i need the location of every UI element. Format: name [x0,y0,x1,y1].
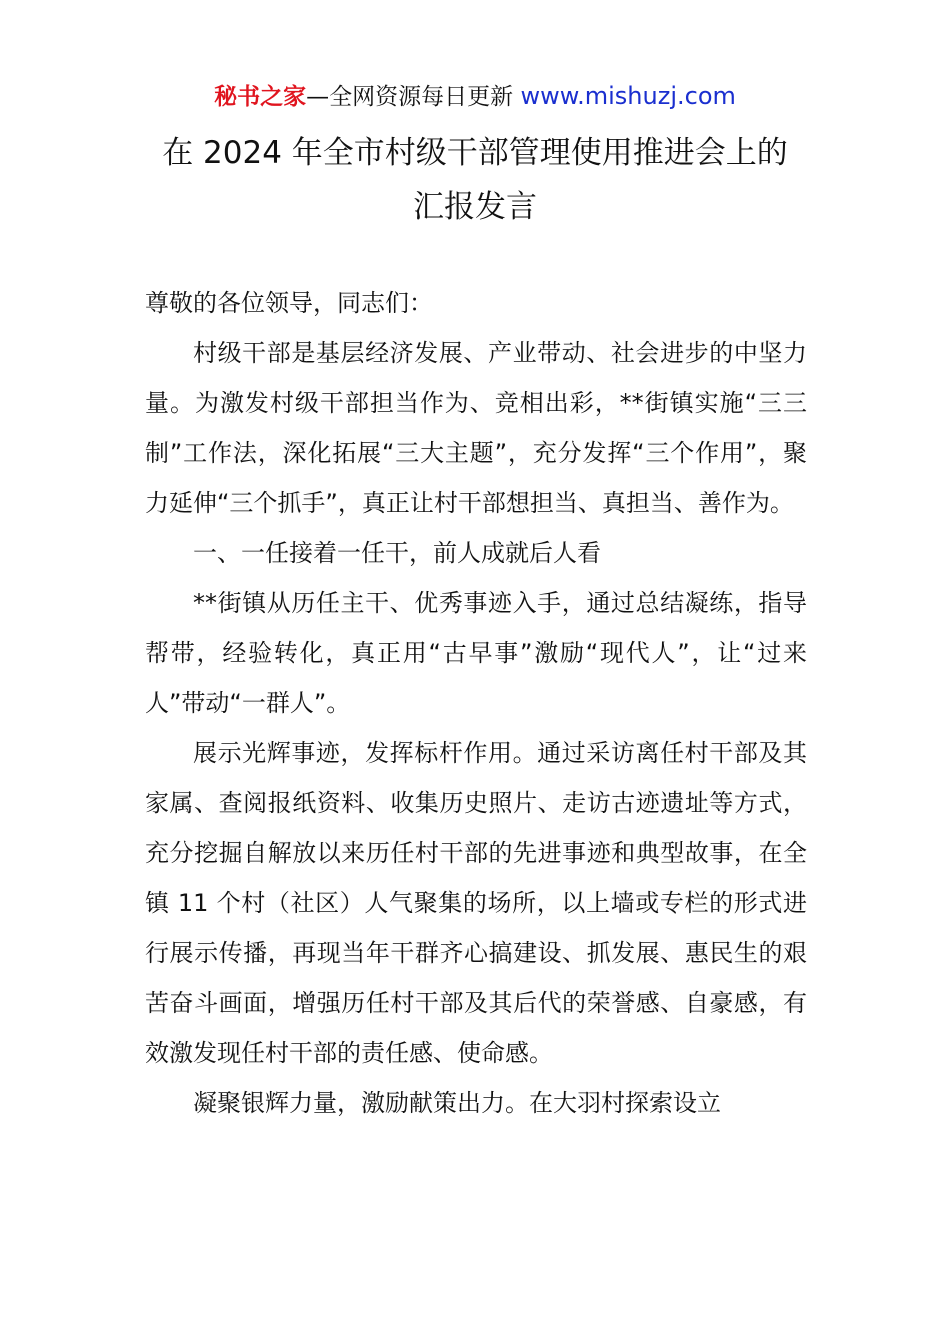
greeting-paragraph: 尊敬的各位领导，同志们： [145,289,433,317]
body-paragraph: 凝聚银辉力量，激励献策出力。在大羽村探索设立 [193,1089,721,1117]
body-paragraph: 村级干部是基层经济发展、产业带动、社会进步的中坚力量。为激发村级干部担当作为、竞相出彩，**街镇实施“三三制”工作法，深化拓展“三大主题”，充分发挥“三个作用”，聚力延伸“三个抓手”，真正让村干部想担当、真担当、善作为。 [145,339,807,517]
document-body [145,278,807,1128]
site-header [0,80,950,113]
brand-name: 秘书之家 [214,84,307,110]
body-paragraph: **街镇从历任主干、优秀事迹入手，通过总结凝练，指导帮带，经验转化，真正用“古早事”激励“现代人”，让“过来人”带动“一群人”。 [145,589,807,717]
title-line-1: 在 2024 年全市村级干部管理使用推进会上的 [162,135,788,171]
site-slogan: —全网资源每日更新 [306,84,514,110]
document-title [0,126,950,234]
section-heading: 一、一任接着一任干，前人成就后人看 [193,539,601,567]
body-paragraph: 展示光辉事迹，发挥标杆作用。通过采访离任村干部及其家属、查阅报纸资料、收集历史照片、走访古迹遗址等方式，充分挖掘自解放以来历任村干部的先进事迹和典型故事，在全镇 11 个村（社区）人气聚集的场所，以上墙或专栏的形式进行展示传播，再现当年干群齐心搞建设、抓发展、惠民生的艰苦奋斗画面，增强历任村干部及其后代的荣誉感、自豪感，有效激发现任村干部的责任感、使命感。 [145,739,807,1067]
title-line-2: 汇报发言 [413,189,537,225]
site-url-link[interactable]: www.mishuzj.com [520,82,736,110]
